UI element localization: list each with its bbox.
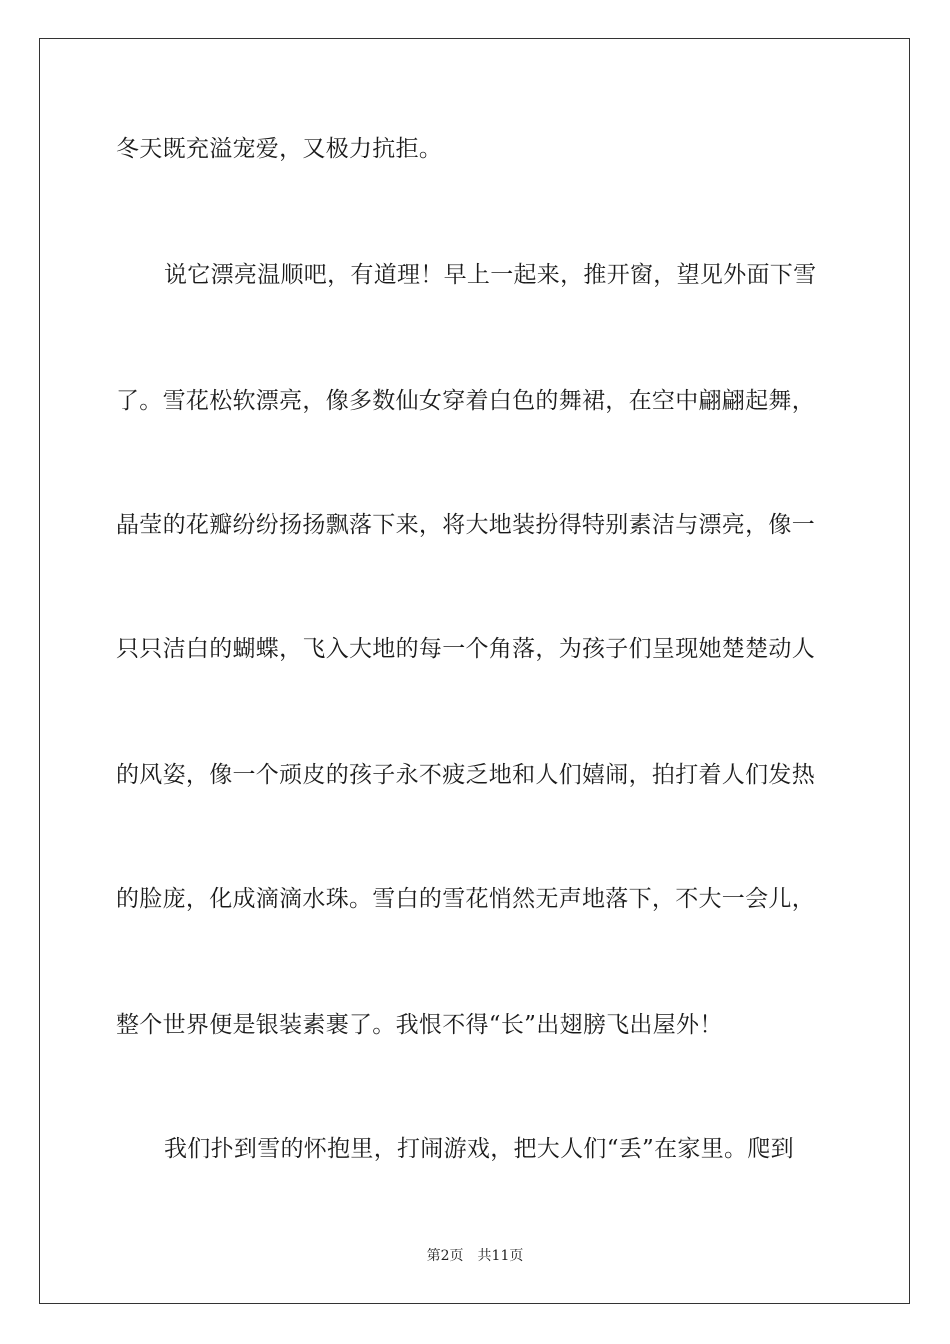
paragraph-line: 冬天既充溢宠爱，又极力抗拒。: [116, 136, 443, 162]
page-border: [39, 38, 910, 1304]
page-total: 共11页: [477, 1248, 524, 1264]
paragraph-line: 我们扑到雪的怀抱里，打闹游戏，把大人们“丢”在家里。爬到: [164, 1136, 794, 1162]
page-number: 第2页: [426, 1248, 464, 1264]
paragraph-line: 整个世界便是银装素裹了。我恨不得“长”出翅膀飞出屋外！: [116, 1012, 723, 1038]
paragraph-line: 晶莹的花瓣纷纷扬扬飘落下来，将大地装扮得特别素洁与漂亮，像一: [116, 512, 815, 538]
page-footer: [0, 1247, 950, 1265]
paragraph-line: 说它漂亮温顺吧，有道理！早上一起来，推开窗，望见外面下雪: [164, 262, 817, 288]
paragraph-line: 只只洁白的蝴蝶，飞入大地的每一个角落，为孩子们呈现她楚楚动人: [116, 636, 815, 662]
paragraph-line: 的脸庞，化成滴滴水珠。雪白的雪花悄然无声地落下，不大一会儿，: [116, 886, 815, 912]
paragraph-line: 了。雪花松软漂亮，像多数仙女穿着白色的舞裙，在空中翩翩起舞，: [116, 388, 815, 414]
paragraph-line: 的风姿，像一个顽皮的孩子永不疲乏地和人们嬉闹，拍打着人们发热: [116, 762, 815, 788]
